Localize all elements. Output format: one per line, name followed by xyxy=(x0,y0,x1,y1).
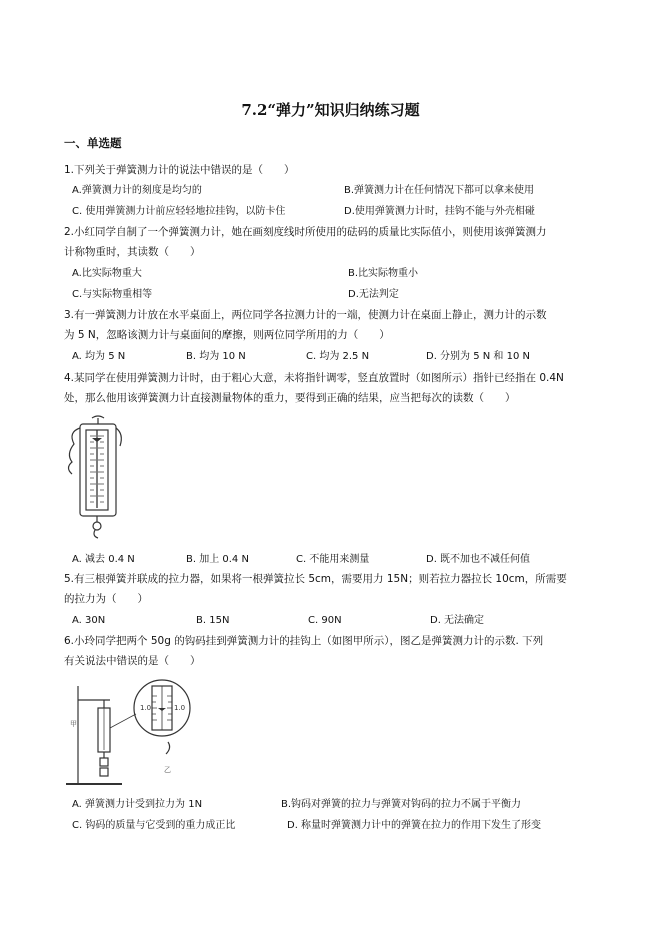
question-2-stem-line1: 2.小红同学自制了一个弹簧测力计，她在画刻度线时所使用的砝码的质量比实际值小，则使用该弹簧测力 xyxy=(64,226,547,238)
q5-option-c[interactable]: C. 90N xyxy=(308,615,342,626)
q1-option-a[interactable]: A.弹簧测力计的刻度是均匀的 xyxy=(72,185,202,196)
q1-option-d[interactable]: D.使用弹簧测力计时，挂钩不能与外壳相碰 xyxy=(344,206,535,217)
q6-option-d[interactable]: D. 称量时弹簧测力计中的弹簧在拉力的作用下发生了形变 xyxy=(287,820,542,831)
section-heading: 一、单选题 xyxy=(64,136,122,150)
q6-option-a[interactable]: A. 弹簧测力计受到拉力为 1N xyxy=(72,799,203,810)
stand-and-dial-figure xyxy=(64,678,196,792)
question-3-stem-line1: 3.有一弹簧测力计放在水平桌面上，两位同学各拉测力计的一端，使测力计在桌面上静止，测力计的示数 xyxy=(64,309,547,321)
q4-option-c[interactable]: C. 不能用来测量 xyxy=(296,554,370,565)
figure-label-yi: 乙 xyxy=(164,766,171,774)
question-6-stem-line1: 6.小玲同学把两个 50g 的钩码挂到弹簧测力计的挂钩上（如图甲所示），图乙是弹簧测力计的示数. 下列 xyxy=(64,635,544,647)
q2-option-a[interactable]: A.比实际物重大 xyxy=(72,268,142,279)
q6-option-c[interactable]: C. 钩码的质量与它受到的重力成正比 xyxy=(72,820,236,831)
q3-option-c[interactable]: C. 均为 2.5 N xyxy=(306,351,370,362)
q4-option-a[interactable]: A. 减去 0.4 N xyxy=(72,554,135,565)
q1-option-c[interactable]: C. 使用弹簧测力计前应轻轻地拉挂钩，以防卡住 xyxy=(72,206,286,217)
q5-option-a[interactable]: A. 30N xyxy=(72,615,106,626)
question-3-stem-line2: 为 5 N，忽略该测力计与桌面间的摩擦，则两位同学所用的力（ ） xyxy=(64,329,390,341)
q5-option-b[interactable]: B. 15N xyxy=(196,615,230,626)
q4-option-d[interactable]: D. 既不加也不减任何值 xyxy=(426,554,531,565)
question-2-stem-line2: 计称物重时，其读数（ ） xyxy=(64,246,201,258)
question-5-stem-line1: 5.有三根弹簧并联成的拉力器，如果将一根弹簧拉长 5cm，需要用力 15N；则若拉力器拉长 10cm，所需要 xyxy=(64,573,567,585)
q5-option-d[interactable]: D. 无法确定 xyxy=(430,615,485,626)
question-4-stem-line1: 4.某同学在使用弹簧测力计时，由于粗心大意，未将指针调零，竖直放置时（如图所示）指针已经指在 0.4N xyxy=(64,372,564,384)
q2-option-b[interactable]: B.比实际物重小 xyxy=(348,268,419,279)
page-title: 7.2“弹力”知识归纳练习题 xyxy=(241,101,420,119)
figure-label-jia: 甲 xyxy=(70,720,77,728)
q4-option-b[interactable]: B. 加上 0.4 N xyxy=(186,554,249,565)
q2-option-d[interactable]: D.无法判定 xyxy=(348,289,399,300)
spring-scale-figure xyxy=(62,414,132,542)
q1-option-b[interactable]: B.弹簧测力计在任何情况下都可以拿来使用 xyxy=(344,185,535,196)
dial-tick-right: 1.0 xyxy=(174,704,186,712)
q6-option-b[interactable]: B.钩码对弹簧的拉力与弹簧对钩码的拉力不属于平衡力 xyxy=(281,799,522,810)
question-5-stem-line2: 的拉力为（ ） xyxy=(64,593,148,605)
q3-option-b[interactable]: B. 均为 10 N xyxy=(186,351,246,362)
q3-option-a[interactable]: A. 均为 5 N xyxy=(72,351,126,362)
q3-option-d[interactable]: D. 分别为 5 N 和 10 N xyxy=(426,351,530,362)
question-1-stem: 1.下列关于弹簧测力计的说法中错误的是（ ） xyxy=(64,164,295,176)
dial-tick-left: 1.0 xyxy=(140,704,152,712)
q2-option-c[interactable]: C.与实际物重相等 xyxy=(72,289,153,300)
question-6-stem-line2: 有关说法中错误的是（ ） xyxy=(64,655,201,667)
question-4-stem-line2: 处，那么他用该弹簧测力计直接测量物体的重力，要得到正确的结果，应当把每次的读数（ ） xyxy=(64,392,516,404)
